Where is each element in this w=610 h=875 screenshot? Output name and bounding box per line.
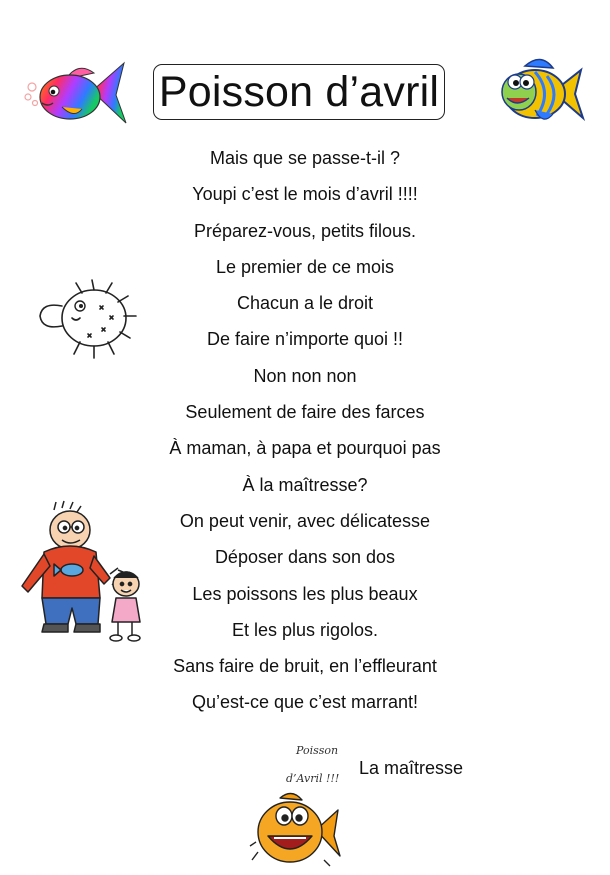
title-frame [153,64,445,120]
poem-line: Le premier de ce mois [215,256,395,277]
father-daughter-icon [14,500,148,648]
poem-line: Déposer dans son dos [214,547,396,568]
poem-line: À la maîtresse? [242,474,368,495]
poem-line: Seulement de faire des farces [185,402,425,423]
poem-line: Mais que se passe-t-il ? [209,148,401,168]
handwritten-caption-line2: d’Avril !!! [286,772,340,785]
rainbow-fish-icon [22,55,130,135]
poem-line: Youpi c’est le mois d’avril !!!! [192,184,418,205]
handwritten-caption-line1: Poisson [296,744,339,757]
poem-line: Non non non [253,365,357,386]
poem-line: À maman, à papa et pourquoi pas [169,438,441,459]
poem-line: Chacun a le droit [236,293,374,314]
orange-fish-icon [246,786,342,874]
poem-line: Sans faire de bruit, en l’effleurant [173,656,437,677]
poem-line: De faire n’importe quoi !! [206,329,404,350]
poem-line: Et les plus rigolos. [231,619,379,640]
poem-line: Qu’est-ce que c’est marrant! [191,692,419,713]
signature: La maîtresse [359,758,464,778]
poem-line: Les poissons les plus beaux [192,583,418,604]
page-title: Poisson d’avril [158,67,440,116]
poem-line: Préparez-vous, petits filous. [193,220,417,241]
green-fish-icon [495,52,587,134]
pufferfish-icon [36,276,140,360]
poem-line: On peut venir, avec délicatesse [179,510,431,531]
